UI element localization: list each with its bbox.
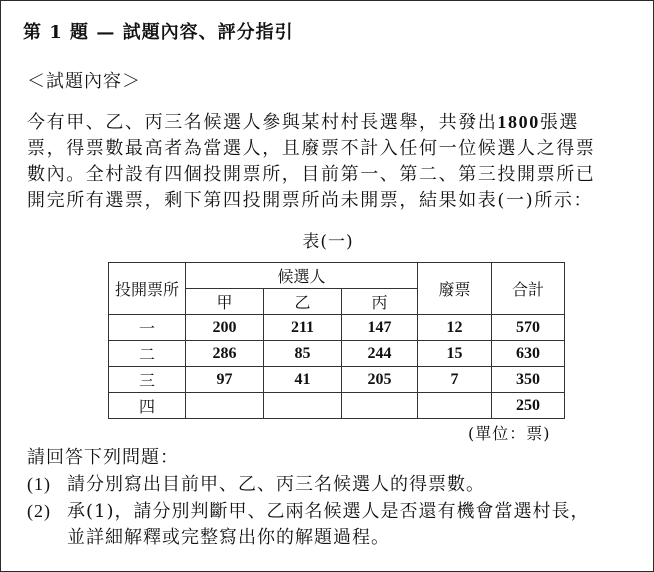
station-cell: 四	[109, 393, 186, 419]
station-cell: 三	[109, 367, 186, 393]
question-1	[27, 471, 485, 498]
total-cell: 630	[492, 341, 565, 367]
invalid-cell: 7	[418, 367, 492, 393]
total-cell: 350	[492, 367, 565, 393]
header-candidate-b: 乙	[264, 289, 342, 315]
question-text: 承(1)，請分別判斷甲、乙兩名候選人是否還有機會當選村長，	[67, 501, 590, 522]
unit-note: (單位：票)	[468, 424, 551, 443]
problem-paragraph	[27, 109, 635, 214]
question-text: 請分別寫出目前甲、乙、丙三名候選人的得票數。	[67, 474, 485, 495]
question-number: (2)	[27, 501, 51, 521]
table-row	[109, 393, 565, 419]
votes-c-cell: 205	[342, 367, 418, 393]
header-station: 投開票所	[109, 263, 186, 315]
votes-a-cell: 97	[186, 367, 264, 393]
invalid-cell: 12	[418, 315, 492, 341]
paragraph-line-3: 數內。全村設有四個投開票所，目前第一、第二、第三投開票所已	[27, 164, 596, 185]
question-text-continued: 並詳細解釋或完整寫出你的解題過程。	[67, 527, 390, 548]
station-cell: 一	[109, 315, 186, 341]
votes-a-cell	[186, 393, 264, 419]
header-candidate-a: 甲	[186, 289, 264, 315]
header-candidates: 候選人	[186, 263, 418, 289]
votes-b-cell: 211	[264, 315, 342, 341]
station-cell: 二	[109, 341, 186, 367]
total-cell: 250	[492, 393, 565, 419]
table-row	[109, 315, 565, 341]
total-cell: 570	[492, 315, 565, 341]
questions-intro: 請回答下列問題：	[27, 447, 179, 468]
votes-a-cell: 286	[186, 341, 264, 367]
votes-a-cell: 200	[186, 315, 264, 341]
question-number: (1)	[27, 474, 51, 494]
page-title: 第 1 題 — 試題內容、評分指引	[23, 22, 294, 43]
question-2	[27, 498, 590, 551]
table-row	[109, 341, 565, 367]
invalid-cell	[418, 393, 492, 419]
vote-table	[108, 262, 565, 419]
ballot-count: 1800	[497, 112, 540, 132]
votes-c-cell	[342, 393, 418, 419]
paragraph-line-2: 票，得票數最高者為當選人，且廢票不計入任何一位候選人之得票	[27, 138, 596, 159]
votes-c-cell: 244	[342, 341, 418, 367]
table-caption: 表(一)	[302, 232, 354, 252]
header-candidate-c: 丙	[342, 289, 418, 315]
votes-b-cell	[264, 393, 342, 419]
table-row	[109, 367, 565, 393]
header-invalid: 廢票	[418, 263, 492, 315]
paragraph-line-1-end: 張選	[539, 112, 580, 133]
paragraph-line-1: 今有甲、乙、丙三名候選人參與某村村長選舉，共發出	[27, 112, 498, 133]
votes-c-cell: 147	[342, 315, 418, 341]
header-total: 合計	[492, 263, 565, 315]
paragraph-line-4: 開完所有選票，剩下第四投開票所尚未開票，結果如表(一)所示：	[27, 190, 594, 211]
votes-b-cell: 41	[264, 367, 342, 393]
votes-b-cell: 85	[264, 341, 342, 367]
section-heading: ＜試題內容＞	[27, 71, 141, 92]
invalid-cell: 15	[418, 341, 492, 367]
